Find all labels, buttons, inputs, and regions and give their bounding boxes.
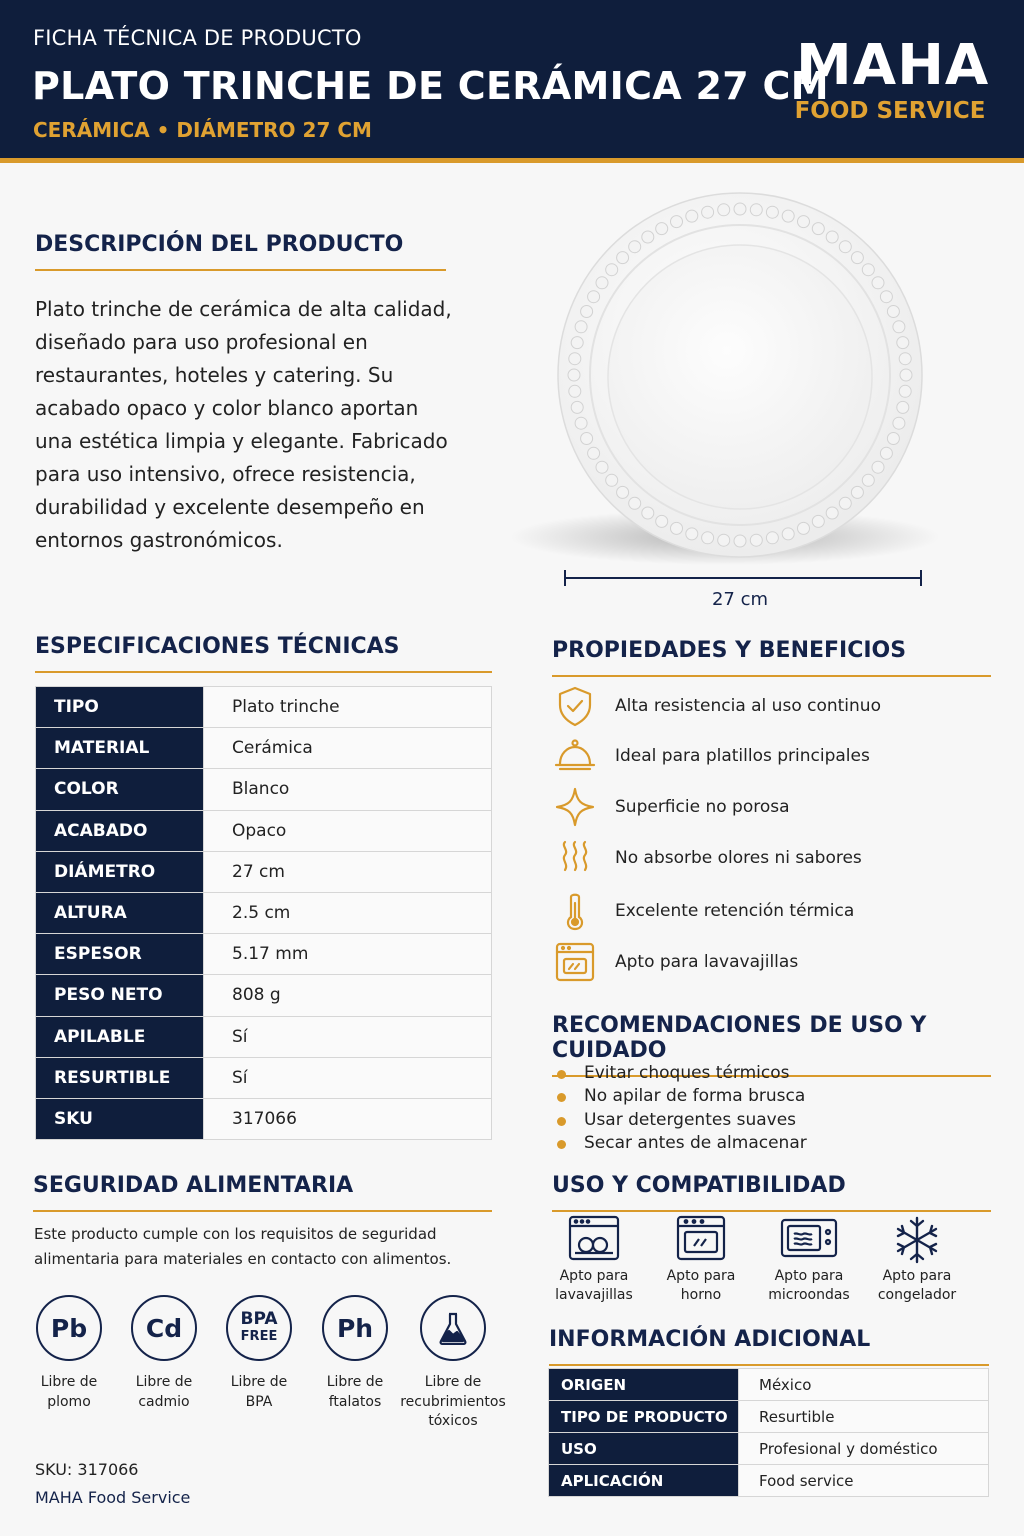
- spec-key: USO: [549, 1433, 739, 1465]
- plate-bead: [782, 210, 794, 222]
- bpa-label: BPA: [240, 1309, 278, 1329]
- dishwasher-icon: [553, 940, 597, 984]
- dimension-line: [565, 577, 921, 579]
- safety-badge: [209, 1295, 309, 1412]
- plate-bead: [571, 337, 583, 349]
- lead-free-icon: Pb: [36, 1295, 102, 1361]
- benefit-text: Excelente retención térmica: [615, 901, 855, 921]
- spec-key: RESURTIBLE: [36, 1057, 204, 1098]
- spec-key: DIÁMETRO: [36, 851, 204, 892]
- compat-title: USO Y COMPATIBILIDAD: [552, 1173, 991, 1212]
- badge-label: cadmio: [138, 1393, 190, 1410]
- spec-key: APLICACIÓN: [549, 1465, 739, 1497]
- table-row: [36, 975, 492, 1016]
- care-title: RECOMENDACIONES DE USO Y CUIDADO: [552, 1013, 991, 1077]
- plate-bead: [880, 291, 892, 303]
- benefit-text: Superficie no porosa: [615, 797, 790, 817]
- benefit-item: [553, 889, 993, 933]
- spec-value: Opaco: [204, 810, 492, 851]
- plate-bead: [568, 369, 580, 381]
- spec-value: 27 cm: [204, 851, 492, 892]
- plate-bead: [900, 369, 912, 381]
- plate-bead: [596, 277, 608, 289]
- plate-bead: [588, 447, 600, 459]
- dishwasher-icon: [567, 1215, 621, 1261]
- plate-bead: [629, 241, 641, 253]
- safety-text: Este producto cumple con los requisitos de seguridad alimentaria para materiales en contacto con alimentos.: [34, 1225, 452, 1268]
- spec-value: Sí: [204, 1057, 492, 1098]
- plate-bead: [686, 528, 698, 540]
- thermometer-icon: [553, 889, 597, 933]
- plate-bead: [897, 337, 909, 349]
- plate-bead: [702, 206, 714, 218]
- compat-line2: horno: [680, 1287, 722, 1303]
- safety-badge: [19, 1295, 119, 1412]
- plate-bead: [671, 216, 683, 228]
- compat-item: [540, 1215, 648, 1305]
- table-row: [36, 810, 492, 851]
- footer-sku: SKU: 317066: [35, 1460, 139, 1479]
- benefit-item: [553, 785, 993, 829]
- plate-bead: [899, 353, 911, 365]
- plate-bead: [750, 534, 762, 546]
- plate-bead: [575, 417, 587, 429]
- specs-table: [35, 686, 492, 1140]
- table-row: [36, 728, 492, 769]
- badge-label: Libre de: [135, 1374, 193, 1390]
- microwave-icon: [780, 1215, 838, 1261]
- phthalate-free-icon: Ph: [322, 1295, 388, 1361]
- badge-label: ftalatos: [328, 1393, 382, 1410]
- dimension-tick-left: [564, 570, 566, 586]
- list-item: Evitar choques térmicos: [555, 1063, 807, 1086]
- plate-bead: [642, 231, 654, 243]
- spec-value: 808 g: [204, 975, 492, 1016]
- sparkle-icon: [553, 785, 597, 829]
- spec-value: Sí: [204, 1016, 492, 1057]
- badge-label: Libre de: [40, 1374, 98, 1390]
- plate-bead: [826, 507, 838, 519]
- description-title: DESCRIPCIÓN DEL PRODUCTO: [35, 232, 446, 271]
- plate-bead: [862, 474, 874, 486]
- plate-bead: [734, 203, 746, 215]
- table-row: [549, 1433, 989, 1465]
- plate-bead: [702, 532, 714, 544]
- plate-bead: [596, 461, 608, 473]
- benefit-text: Apto para lavavajillas: [615, 952, 799, 972]
- spec-key: APILABLE: [36, 1016, 204, 1057]
- compat-item: [863, 1215, 971, 1305]
- table-row: [36, 1057, 492, 1098]
- plate-bead: [766, 532, 778, 544]
- spec-key: TIPO DE PRODUCTO: [549, 1401, 739, 1433]
- free-label: FREE: [240, 1329, 278, 1344]
- plate-bead: [851, 486, 863, 498]
- page-title: PLATO TRINCHE DE CERÁMICA 27 CM: [32, 64, 829, 108]
- plate-bead: [575, 321, 587, 333]
- table-row: [36, 851, 492, 892]
- compat-line2: congelador: [877, 1287, 957, 1303]
- flask-icon: [420, 1295, 486, 1361]
- plate-bead: [839, 241, 851, 253]
- brand-logo: MAHA: [796, 33, 990, 98]
- plate-bead: [569, 353, 581, 365]
- spec-key: PESO NETO: [36, 975, 204, 1016]
- spec-value: 5.17 mm: [204, 934, 492, 975]
- benefit-item: [553, 734, 993, 778]
- safety-title: SEGURIDAD ALIMENTARIA: [33, 1173, 492, 1212]
- plate-bead: [887, 306, 899, 318]
- cloche-icon: [553, 734, 597, 778]
- spec-key: SKU: [36, 1098, 204, 1139]
- plate-bead: [862, 264, 874, 276]
- plate-bead: [872, 277, 884, 289]
- compat-line1: Apto para: [666, 1268, 736, 1284]
- spec-value: 317066: [204, 1098, 492, 1139]
- plate-bead: [606, 474, 618, 486]
- plate-bead: [851, 252, 863, 264]
- spec-value: 2.5 cm: [204, 892, 492, 933]
- spec-value: Profesional y doméstico: [739, 1433, 989, 1465]
- badge-label: Libre de: [326, 1374, 384, 1390]
- table-row: [36, 1098, 492, 1139]
- additional-title: INFORMACIÓN ADICIONAL: [549, 1327, 989, 1366]
- plate-bead: [897, 401, 909, 413]
- plate-bead: [880, 447, 892, 459]
- benefit-text: Ideal para platillos principales: [615, 746, 870, 766]
- plate-bead: [798, 216, 810, 228]
- plate-bead: [571, 401, 583, 413]
- plate-bead: [629, 497, 641, 509]
- list-item: No apilar de forma brusca: [555, 1086, 807, 1109]
- plate-bead: [893, 417, 905, 429]
- compat-item: [755, 1215, 863, 1305]
- specs-title: ESPECIFICACIONES TÉCNICAS: [35, 634, 492, 673]
- plate-bead: [718, 204, 730, 216]
- compat-line1: Apto para: [882, 1268, 952, 1284]
- additional-table: [548, 1368, 989, 1497]
- badge-label: plomo: [47, 1393, 91, 1410]
- table-row: [36, 934, 492, 975]
- benefit-item: [553, 836, 993, 880]
- table-row: [549, 1401, 989, 1433]
- compat-item: [647, 1215, 755, 1305]
- spec-value: Cerámica: [204, 728, 492, 769]
- care-list: [555, 1063, 807, 1156]
- product-image: [495, 185, 965, 585]
- plate-bead: [588, 291, 600, 303]
- benefits-title: PROPIEDADES Y BENEFICIOS: [552, 638, 991, 677]
- plate-bead: [617, 486, 629, 498]
- spec-key: ORIGEN: [549, 1369, 739, 1401]
- plate-bead: [872, 461, 884, 473]
- plate-bead: [642, 507, 654, 519]
- shield-check-icon: [553, 684, 597, 728]
- safety-badge: [393, 1295, 513, 1432]
- plate-bead: [656, 515, 668, 527]
- plate-bead: [893, 321, 905, 333]
- snowflake-icon: [892, 1215, 942, 1265]
- plate-bead: [766, 206, 778, 218]
- description-text: Plato trinche de cerámica de alta calidad, diseñado para uso profesional en restaurantes, hoteles y catering. Su acabado opaco y color blanco aportan una estética limpia y elegante. Fabricado para uso intensivo, ofrece resistencia, durabilidad y excelente desempeño en entornos gastronómicos.: [35, 297, 452, 552]
- steam-icon: [553, 836, 597, 880]
- plate-bead: [812, 223, 824, 235]
- benefit-text: No absorbe olores ni sabores: [615, 848, 862, 868]
- dimension-label: 27 cm: [711, 589, 769, 610]
- plate-bead: [656, 223, 668, 235]
- plate-bead: [826, 231, 838, 243]
- spec-value: Food service: [739, 1465, 989, 1497]
- spec-key: TIPO: [36, 687, 204, 728]
- badge-label: Libre de: [424, 1374, 482, 1390]
- table-row: [36, 687, 492, 728]
- table-row: [549, 1465, 989, 1497]
- badge-label: recubrimientos: [400, 1393, 506, 1410]
- page-subtitle: CERÁMICA • DIÁMETRO 27 CM: [33, 118, 372, 142]
- benefit-item: [553, 940, 993, 984]
- benefit-item: [553, 684, 993, 728]
- spec-key: ACABADO: [36, 810, 204, 851]
- spec-key: ALTURA: [36, 892, 204, 933]
- brand-logo-sub: FOOD SERVICE: [794, 98, 986, 124]
- spec-key: MATERIAL: [36, 728, 204, 769]
- safety-badge: [305, 1295, 405, 1412]
- spec-key: COLOR: [36, 769, 204, 810]
- compat-line1: Apto para: [559, 1268, 629, 1284]
- plate-bead: [606, 264, 618, 276]
- table-row: [36, 892, 492, 933]
- compat-line2: lavavajillas: [555, 1287, 633, 1303]
- list-item: Secar antes de almacenar: [555, 1133, 807, 1156]
- compat-line1: Apto para: [774, 1268, 844, 1284]
- plate-bead: [812, 515, 824, 527]
- spec-value: Resurtible: [739, 1401, 989, 1433]
- plate-bead: [750, 204, 762, 216]
- table-row: [36, 769, 492, 810]
- plate-bead: [798, 522, 810, 534]
- plate-bead: [899, 385, 911, 397]
- compat-line2: microondas: [768, 1287, 850, 1303]
- spec-value: Plato trinche: [204, 687, 492, 728]
- bpa-free-icon: [226, 1295, 292, 1361]
- plate-bead: [686, 210, 698, 222]
- header-kicker: FICHA TÉCNICA DE PRODUCTO: [33, 26, 362, 50]
- plate-bead: [671, 522, 683, 534]
- benefit-text: Alta resistencia al uso continuo: [615, 696, 881, 716]
- plate-bead: [569, 385, 581, 397]
- spec-value: Blanco: [204, 769, 492, 810]
- badge-label: BPA: [245, 1393, 273, 1410]
- plate-bead: [887, 433, 899, 445]
- plate-bead: [617, 252, 629, 264]
- footer-brand: MAHA Food Service: [35, 1488, 191, 1507]
- plate-bead: [581, 433, 593, 445]
- oven-icon: [674, 1215, 728, 1261]
- safety-badge: [114, 1295, 214, 1412]
- plate-bead: [782, 528, 794, 540]
- list-item: Usar detergentes suaves: [555, 1110, 807, 1133]
- plate-bead: [839, 497, 851, 509]
- plate-bead: [718, 534, 730, 546]
- spec-key: ESPESOR: [36, 934, 204, 975]
- plate-bead: [581, 306, 593, 318]
- spec-value: México: [739, 1369, 989, 1401]
- cadmium-free-icon: Cd: [131, 1295, 197, 1361]
- badge-label: tóxicos: [428, 1413, 478, 1429]
- header-banner: [0, 0, 1024, 163]
- table-row: [36, 1016, 492, 1057]
- dimension-tick-right: [920, 570, 922, 586]
- plate-bead: [734, 535, 746, 547]
- badge-label: Libre de: [230, 1374, 288, 1390]
- table-row: [549, 1369, 989, 1401]
